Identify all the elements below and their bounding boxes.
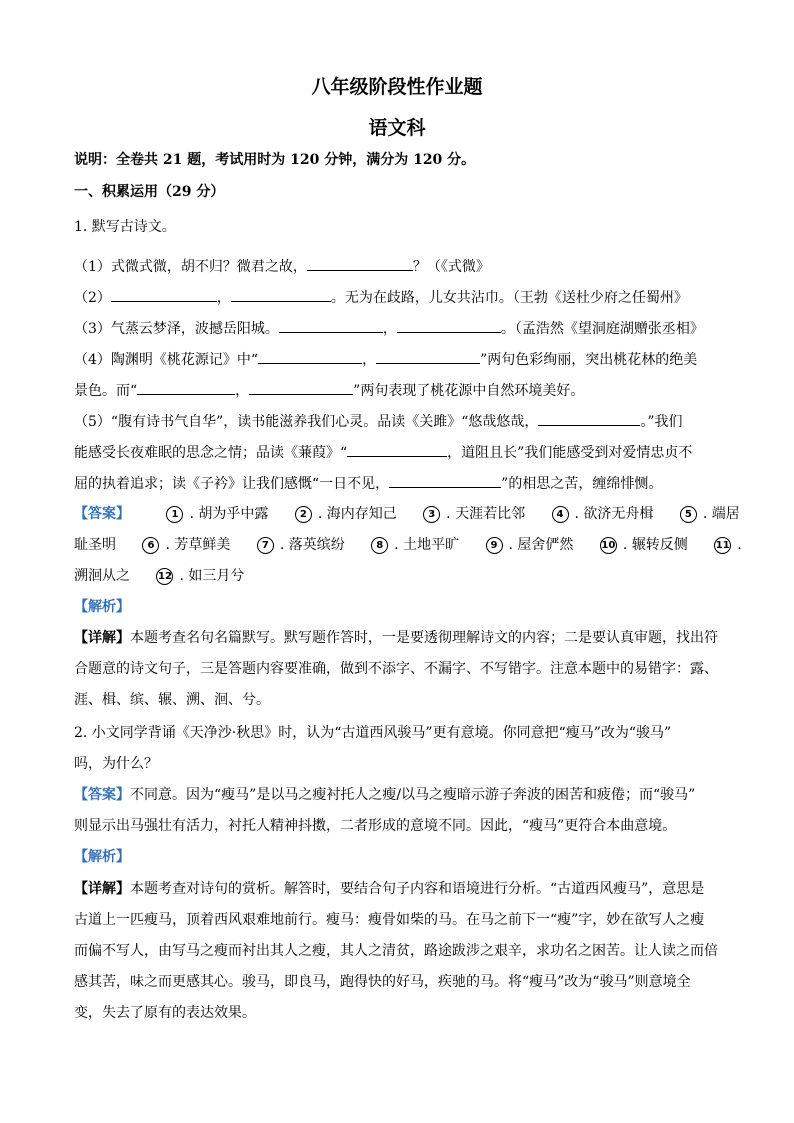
document-subtitle: 语文科 [368,117,426,139]
circled-number: 5 [680,506,697,523]
q1-line-5-text-c: ”两句表现了桃花源中自然环境美好。 [353,383,585,399]
detail-label: 【详解】 [74,630,130,646]
answer-item [714,537,741,553]
answer-text: . [737,537,742,553]
answer-text: 溯洄从之 [74,568,130,584]
q2-detail-3: 而偏不写人，由写马之瘦而衬出其人之瘦，其人之清贫，路途跋涉之艰辛，求功名之困苦。让人读之而倍 [74,943,718,959]
q1-line-8-text-b: ”的相思之苦，缠绵悱恻。 [501,476,663,492]
fill-blank [249,379,353,395]
q1-line-3-text-a: （3）气蒸云梦泽，波撼岳阳城。 [74,321,279,337]
q2-prompt-1: 2. 小文同学背诵《天净沙·秋思》时，认为“古道西风骏马”更有意境。你同意把“瘦马”改为“骏马” [74,725,672,741]
circled-number: 3 [423,506,440,523]
q1-analysis-label: 【解析】 [74,599,130,615]
answer-text: . 欲济无舟楫 [574,506,654,522]
q1-line-7-text-a: 能感受长夜难眠的思念之情；品读《蒹葭》“ [74,445,348,461]
q1-line-6 [74,410,683,432]
q1-detail-3: 涯、楫、缤、辗、溯、洄、兮。 [74,692,270,708]
q1-line-8-text-a: 屈的执着追求；读《子衿》让我们感慨“一日不见， [74,476,390,492]
answer-item [156,568,244,584]
answer-item [371,537,459,553]
answer-text: . 屋舍俨然 [508,537,574,553]
fill-blank [347,441,447,457]
document-title: 八年级阶段性作业题 [311,76,483,98]
q1-line-5-text-b: ， [235,383,250,399]
answer-label: 【答案】 [74,787,130,803]
answer-item [142,537,230,553]
q1-answer-row-2 [74,535,742,555]
instructions: 说明：全卷共 21 题，考试用时为 120 分钟，满分为 120 分。 [74,152,476,168]
answer-text: . 土地平旷 [394,537,460,553]
answer-text: . 如三月兮 [179,568,245,584]
answer-item [600,537,688,553]
q1-answer-row-1 [74,504,740,524]
circled-number: 9 [486,537,503,554]
fill-blank [376,348,480,364]
answer-text: . 芳草鲜美 [165,537,231,553]
q2-detail-5: 变，失去了原有的表达效果。 [74,1005,256,1021]
circled-number: 12 [156,568,173,585]
q1-line-1-text-b: ？（《式微》 [412,259,490,275]
q1-line-3-text-b: ， [382,321,397,337]
fill-blank [231,286,331,302]
q1-line-4-text-b: ， [362,352,377,368]
q1-answer-row-3 [74,566,244,586]
q1-line-2-text-a: （2） [74,290,111,306]
q2-answer-2: 则显示出马强壮有活力，衬托人精神抖擞，二者形成的意境不同。因此，“瘦马”更符合本曲意境。 [74,818,677,834]
q1-line-5-text-a: 景色。而“ [74,383,138,399]
circled-number: 4 [552,506,569,523]
q1-detail-1 [74,628,718,648]
circled-number: 8 [371,537,388,554]
answer-text: . 端居 [702,506,740,522]
q1-line-2-text-b: ， [216,290,231,306]
fill-blank [389,472,501,488]
detail-text: 本题考查名句名篇默写。默写题作答时，一是要透彻理解诗文的内容；二是要认真审题，找出符 [130,630,718,646]
circled-number: 6 [142,537,159,554]
q1-line-1 [74,255,490,277]
answer-item [423,506,525,522]
q1-detail-2: 合题意的诗文句子，三是答题内容要准确，做到不添字、不漏字、不写错字。注意本题中的易错字：露、 [74,661,718,677]
q1-prompt: 1. 默写古诗文。 [74,219,176,235]
circled-number: 10 [600,537,617,554]
fill-blank [538,410,640,426]
q1-line-5 [74,379,584,401]
answer-text: 不同意。因为“瘦马”是以马之瘦衬托人之瘦/以马之瘦暗示游子奔波的困苦和疲倦；而“骏马” [130,787,696,803]
circled-number: 1 [166,506,183,523]
fill-blank [397,317,501,333]
q1-line-8 [74,472,662,494]
fill-blank [258,348,362,364]
answer-item [257,537,345,553]
answer-label: 【答案】 [74,506,130,522]
q1-line-2-text-c: 。无为在歧路，儿女共沾巾。（王勃《送杜少府之任蜀州》 [330,290,688,306]
fill-blank [111,286,217,302]
detail-label: 【详解】 [74,881,130,897]
q1-line-6-text-b: 。”我们 [640,414,683,430]
q2-answer-1 [74,785,695,805]
answer-text: . 海内存知己 [317,506,397,522]
circled-number: 2 [295,506,312,523]
q2-analysis-label: 【解析】 [74,849,130,865]
answer-item [166,506,268,522]
answer-item [486,537,574,553]
q1-line-4-text-c: ”两句色彩绚丽，突出桃花林的绝美 [480,352,698,368]
q1-line-6-text-a: （5）“腹有诗书气自华”，读书能滋养我们心灵。品读《关雎》“悠哉悠哉， [74,414,539,430]
q1-line-4 [74,348,697,370]
answer-item [295,506,397,522]
q1-line-3 [74,317,704,339]
fill-blank [279,317,383,333]
circled-number: 7 [257,537,274,554]
q1-line-1-text-a: （1）式微式微，胡不归？微君之故， [74,259,307,275]
answer-item [680,506,740,522]
q1-line-2 [74,286,688,308]
fill-blank [307,255,413,271]
q1-line-4-text-a: （4）陶渊明《桃花源记》中“ [74,352,259,368]
answer-text: . 落英缤纷 [279,537,345,553]
fill-blank [137,379,235,395]
detail-text: 本题考查对诗句的赏析。解答时，要结合句子内容和语境进行分析。“古道西风瘦马”，意思是 [130,881,705,897]
q1-line-7 [74,441,692,463]
answer-item [552,506,654,522]
q2-detail-1 [74,879,704,899]
q2-detail-4: 感其苦，味之而更感其心。骏马，即良马，跑得快的好马，疾驰的马。将“瘦马”改为“骏马”则意境全 [74,974,691,990]
answer-text: . 胡为乎中露 [189,506,269,522]
answer-text: . 辗转反侧 [622,537,688,553]
section-heading: 一、积累运用（29 分） [74,184,225,200]
answer-text: 耻圣明 [74,537,116,553]
circled-number: 11 [714,537,731,554]
q1-line-3-text-c: 。（孟浩然《望洞庭湖赠张丞相》 [500,321,704,337]
q2-prompt-2: 吗，为什么？ [74,756,158,772]
q1-line-7-text-b: ，道阻且长”我们能感受到对爱情忠贞不 [447,445,693,461]
answer-text: . 天涯若比邻 [446,506,526,522]
q2-detail-2: 古道上一匹瘦马，顶着西风艰难地前行。瘦马：瘦骨如柴的马。在马之前下一“瘦”字，妙在欲写人之瘦 [74,912,705,928]
